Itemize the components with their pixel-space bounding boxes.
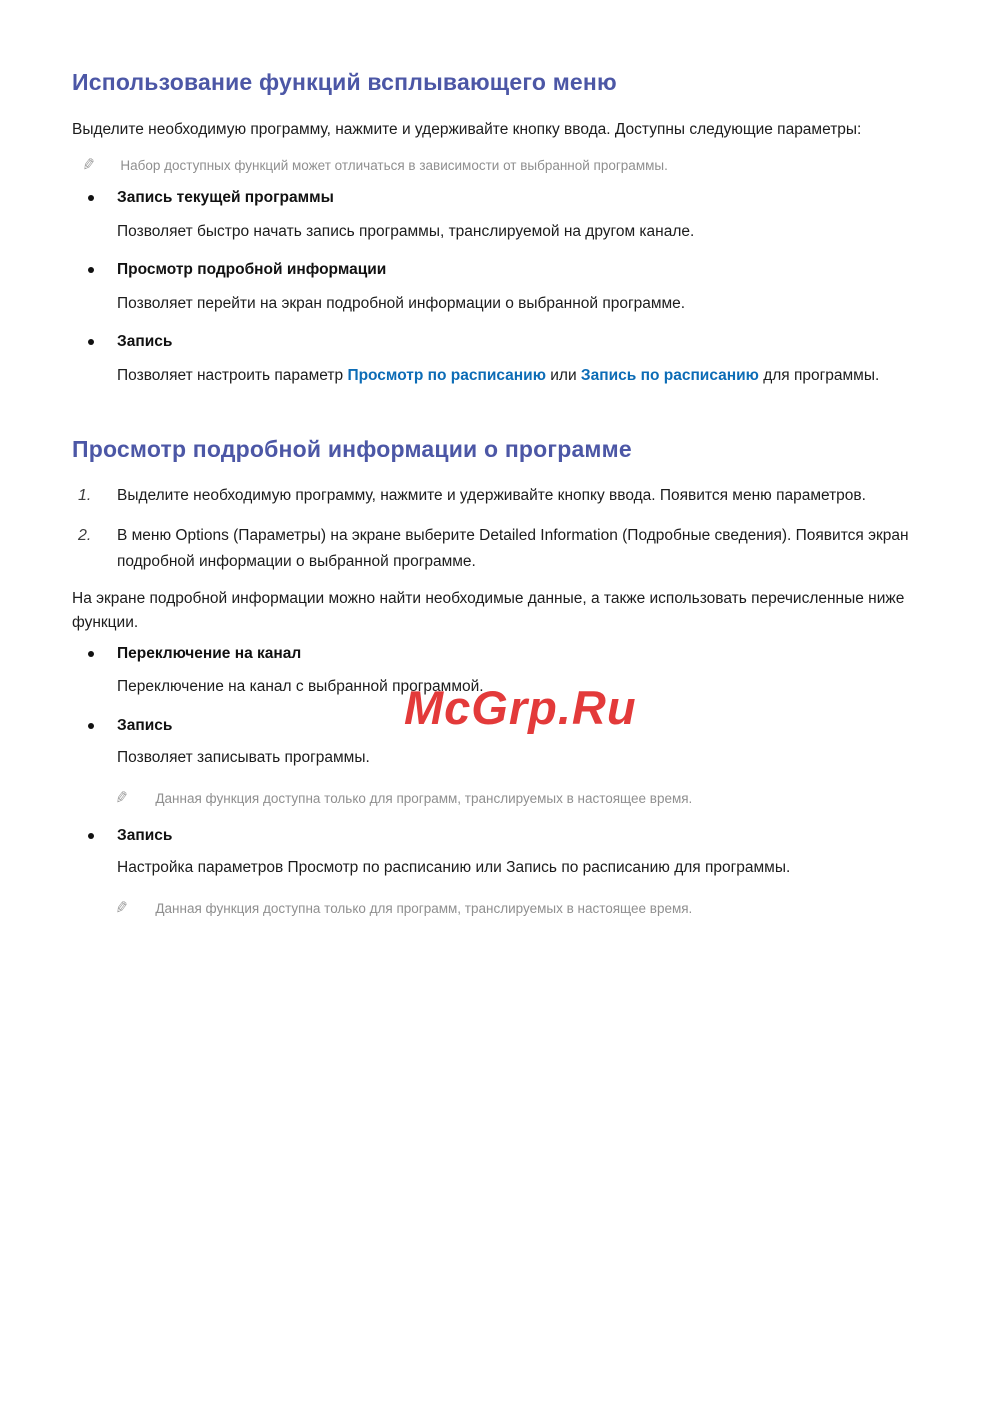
- schedule-recording-link[interactable]: Запись по расписанию: [580, 367, 759, 384]
- page-content: [72, 68, 934, 918]
- bullet-body: Позволяет быстро начать запись программы, транслируемой на другом канале.: [117, 223, 695, 240]
- step-item: [72, 523, 934, 575]
- step-item: [72, 483, 934, 509]
- step-number: 1.: [78, 487, 92, 504]
- bullet-dot-icon: [88, 267, 94, 273]
- pencil-note-icon: ✎: [113, 789, 130, 808]
- note-text: Набор доступных функций может отличаться в зависимости от выбранной программы.: [120, 158, 668, 173]
- section2-paragraph: На экране подробной информации можно найти необходимые данные, а также использовать перечисленные ниже функции.: [72, 590, 905, 631]
- bullet-dot-icon: [88, 833, 94, 839]
- bullet-item: [72, 715, 934, 737]
- step-number: 2.: [78, 527, 92, 544]
- bullet-body: Позволяет перейти на экран подробной информации о выбранной программе.: [117, 295, 686, 312]
- bullet-dot-icon: [88, 339, 94, 345]
- note-row: [72, 156, 934, 175]
- bullet-item: [72, 331, 934, 353]
- bullet-title: Запись текущей программы: [117, 189, 334, 206]
- pencil-note-icon: ✎: [80, 156, 97, 175]
- section2-title: Просмотр подробной информации о программе: [72, 436, 632, 462]
- bullet-title: Просмотр подробной информации: [117, 261, 387, 278]
- note-row: [72, 789, 934, 808]
- bullet-dot-icon: [88, 723, 94, 729]
- bullet-body: Позволяет записывать программы.: [117, 749, 370, 766]
- bullet-item: [72, 187, 934, 209]
- pencil-note-icon: ✎: [113, 899, 130, 918]
- bullet-body-text: для программы.: [758, 367, 880, 384]
- bullet-title: Запись: [117, 333, 173, 350]
- note-row: [72, 899, 934, 918]
- bullet-body-text: Позволяет настроить параметр: [117, 367, 348, 384]
- watermark: McGrp.Ru: [404, 681, 637, 734]
- section1-title: Использование функций всплывающего меню: [72, 69, 617, 95]
- bullet-body-text: или: [545, 367, 581, 384]
- bullet-body: Переключение на канал с выбранной программой.: [117, 678, 484, 695]
- bullet-body-with-links: [72, 365, 934, 387]
- bullet-title: Переключение на канал: [117, 645, 302, 662]
- section1-intro: Выделите необходимую программу, нажмите и удерживайте кнопку ввода. Доступны следующие параметры:: [72, 121, 862, 138]
- bullet-dot-icon: [88, 651, 94, 657]
- note-text: Данная функция доступна только для программ, транслируемых в настоящее время.: [155, 901, 693, 916]
- step-text: Выделите необходимую программу, нажмите и удерживайте кнопку ввода. Появится меню параметров.: [117, 487, 866, 504]
- step-text: В меню Options (Параметры) на экране выберите Detailed Information (Подробные сведения). Появится экран подробной информации о выбранной программе.: [117, 527, 909, 570]
- schedule-viewing-link[interactable]: Просмотр по расписанию: [347, 367, 546, 384]
- bullet-dot-icon: [88, 195, 94, 201]
- bullet-title: Запись: [117, 717, 173, 734]
- bullet-item: [72, 259, 934, 281]
- bullet-title: Запись: [117, 827, 173, 844]
- bullet-body: Настройка параметров Просмотр по расписанию или Запись по расписанию для программы.: [117, 859, 791, 876]
- note-text: Данная функция доступна только для программ, транслируемых в настоящее время.: [155, 791, 693, 806]
- bullet-item: [72, 825, 934, 847]
- bullet-item: [72, 643, 934, 665]
